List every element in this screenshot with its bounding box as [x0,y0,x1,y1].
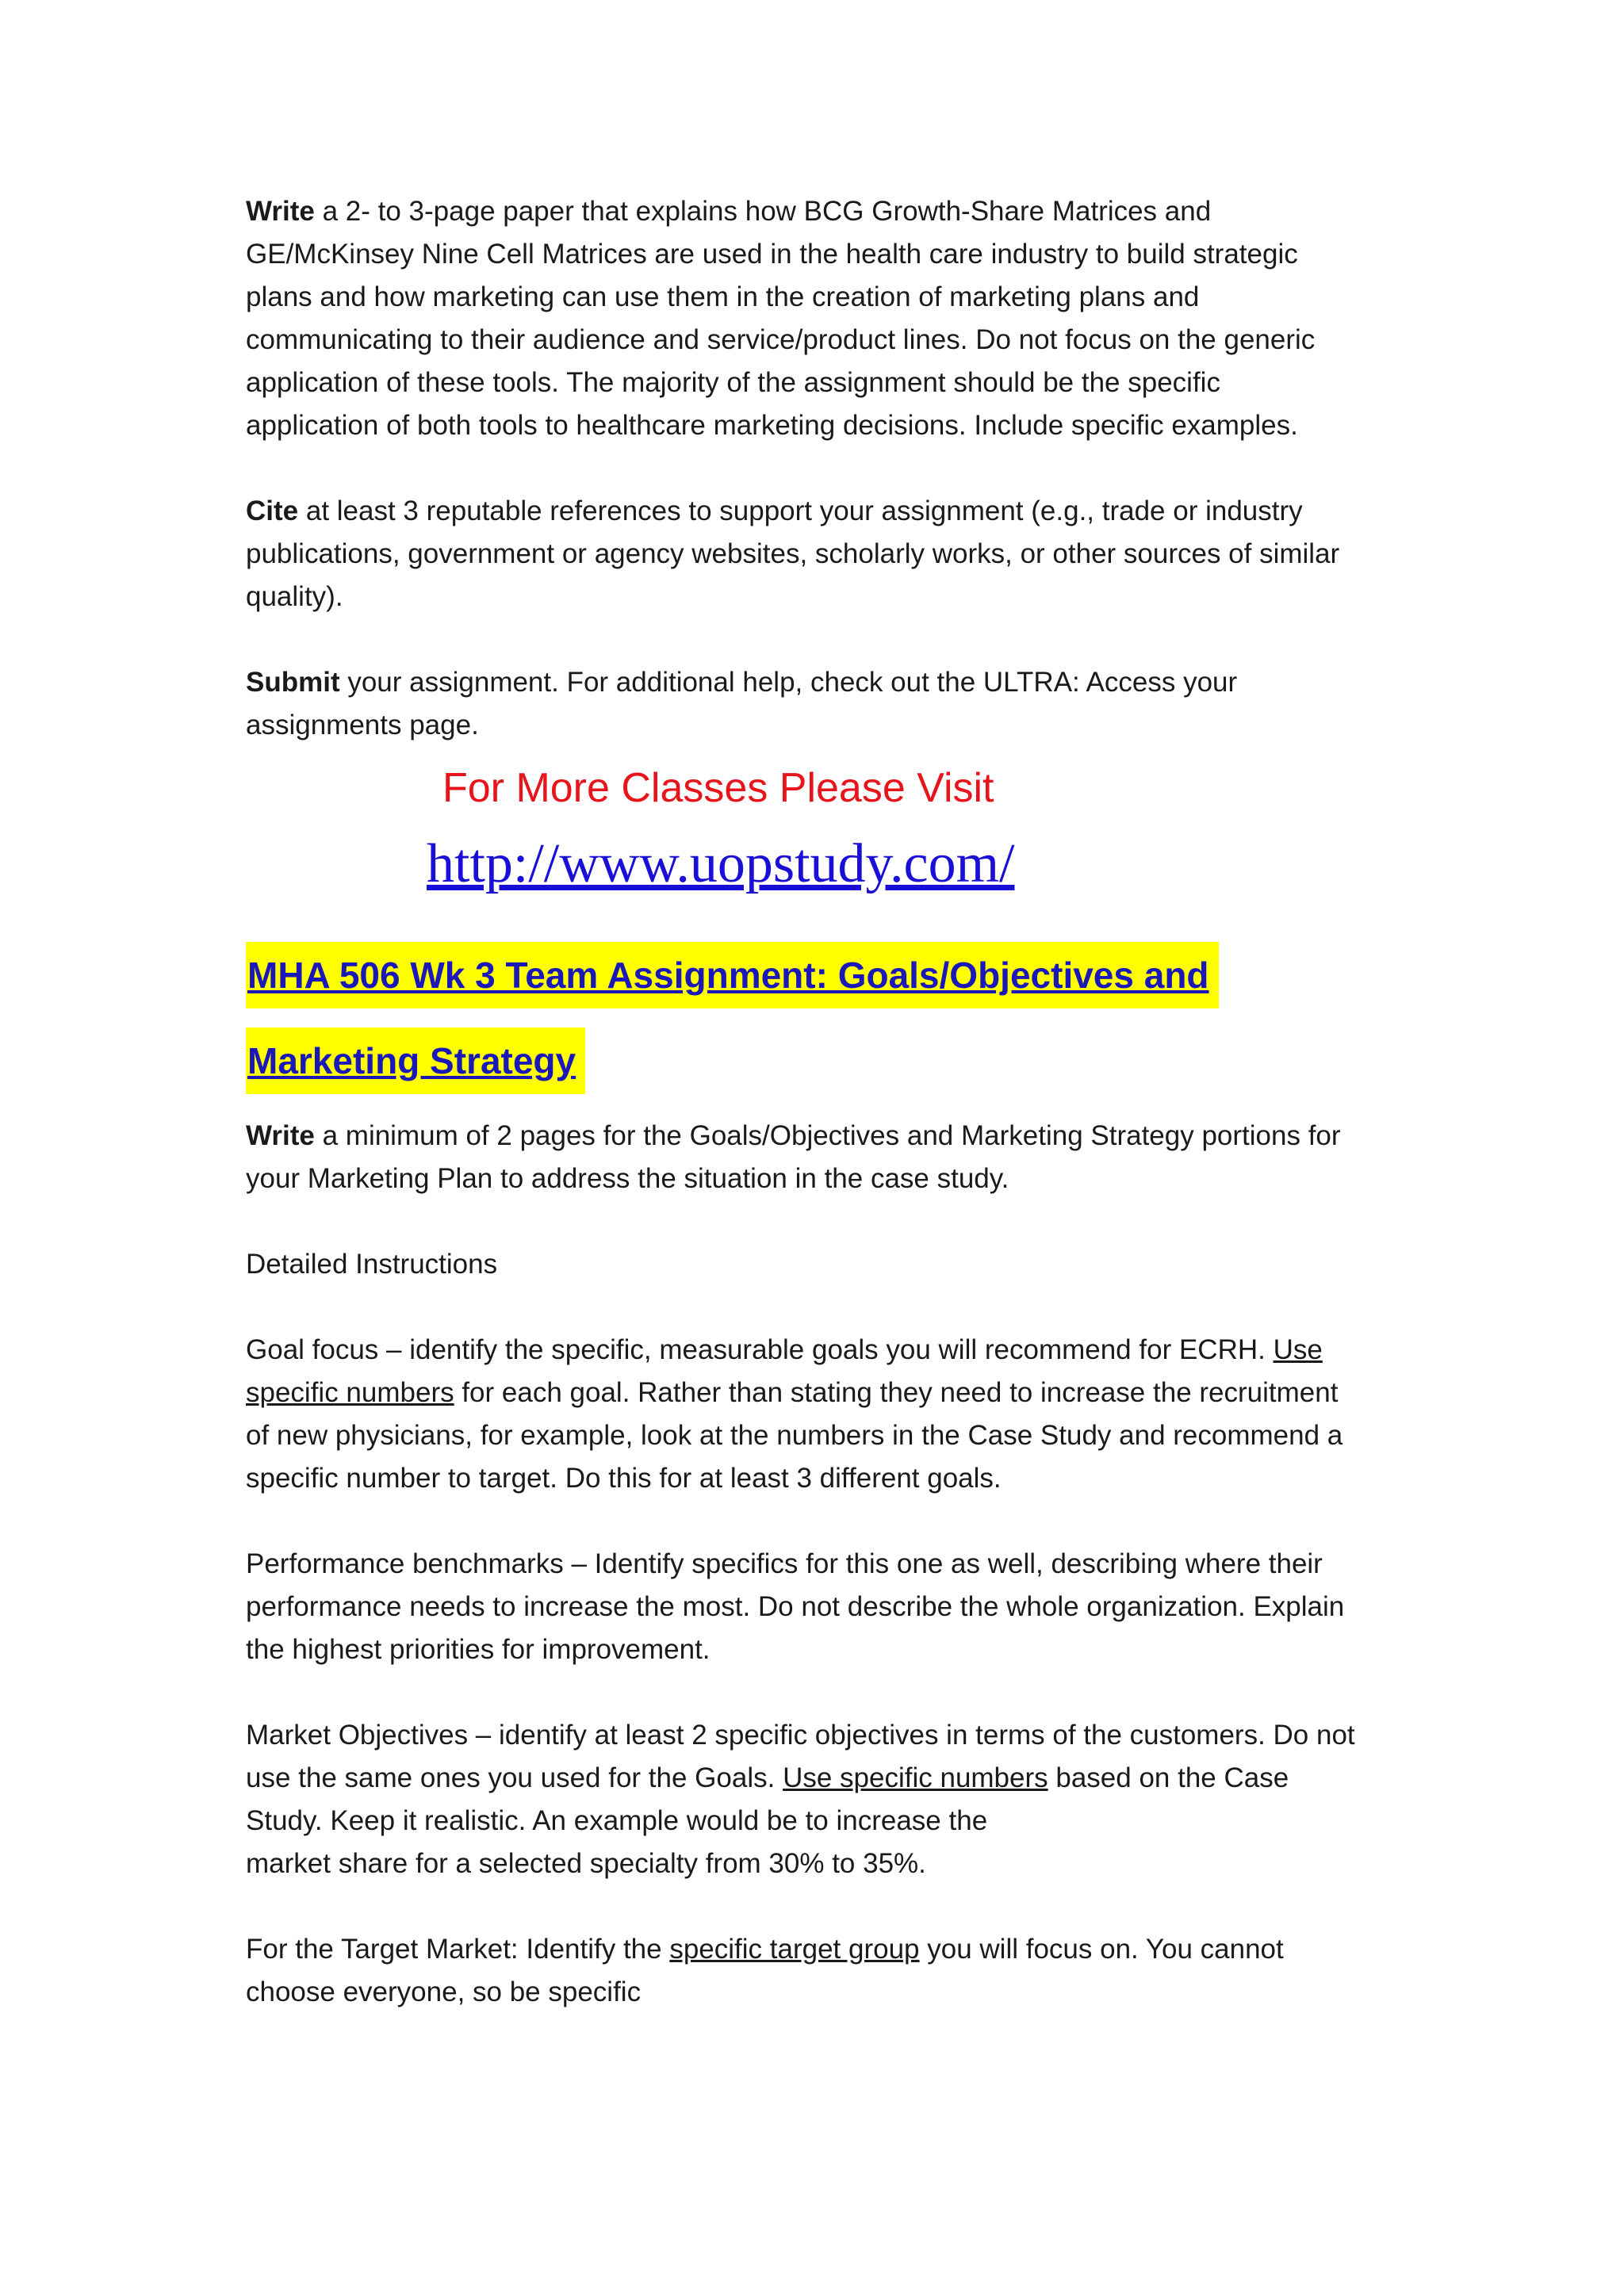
bold-cite: Cite [246,496,299,526]
paragraph-submit: Submit your assignment. For additional help, check out the ULTRA: Access your assignments page. [246,667,1238,740]
section-heading [246,942,1396,1094]
paragraph-performance-benchmarks: Performance benchmarks – Identify specifics for this one as well, describing where their performance needs to increase the most. Do not describe the whole organization. Explain the highest priorities for improvement. [246,1548,1345,1665]
promo-link[interactable]: http://www.uopstudy.com/ [427,833,1015,894]
bold-write: Write [246,196,315,227]
paragraph-target-market: For the Target Market: Identify the specific target group you will focus on. You cannot choose everyone, so be specific [246,1934,1284,2007]
heading-line-1[interactable]: MHA 506 Wk 3 Team Assignment: Goals/Objectives and [246,942,1219,1008]
detailed-instructions-label: Detailed Instructions [246,1249,498,1280]
promo-text: For More Classes Please Visit [442,765,994,811]
paragraph-market-objectives: Market Objectives – identify at least 2 specific objectives in terms of the customers. Do not use the same ones you used for the Goals. Use specific numbers based on the Case Study. Keep it realistic. An example would be to increase the market share for a selected specialty from 30% to 35%. [246,1720,1355,1879]
paragraph-cite: Cite at least 3 reputable references to support your assignment (e.g., trade or industry publications, government or agency websites, scholarly works, or other sources of similar quality). [246,496,1340,612]
bold-submit: Submit [246,667,340,698]
bold-write-2: Write [246,1120,315,1151]
paragraph-write-minimum: Write a minimum of 2 pages for the Goals/Objectives and Marketing Strategy portions for your Marketing Plan to address the situation in the case study. [246,1120,1341,1194]
heading-line-2[interactable]: Marketing Strategy [246,1027,585,1094]
paragraph-write-paper: Write a 2- to 3-page paper that explains how BCG Growth-Share Matrices and GE/McKinsey Nine Cell Matrices are used in the health care industry to build strategic plans and how marketing can use them in the creation of marketing plans and communicating to their audience and service/product lines. Do not focus on the generic application of these tools. The majority of the assignment should be the specific application of both tools to healthcare marketing decisions. Include specific examples. [246,196,1316,441]
paragraph-goal-focus: Goal focus – identify the specific, measurable goals you will recommend for ECRH. Use specific numbers for each goal. Rather than stating they need to increase the recruitment of new physicians, for example, look at the numbers in the Case Study and recommend a specific number to target. Do this for at least 3 different goals. [246,1334,1343,1494]
document-page [246,190,1396,2014]
